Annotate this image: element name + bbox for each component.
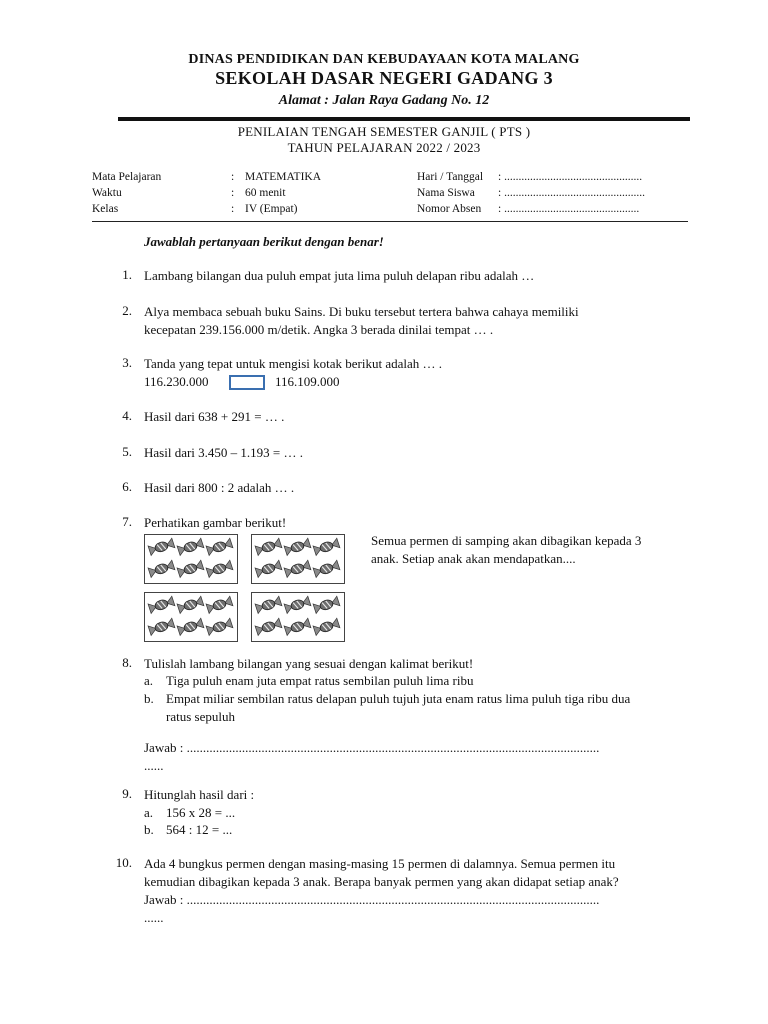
subject-colon: : [231, 171, 235, 183]
candy-pack [251, 592, 345, 642]
candy-icon [206, 618, 233, 635]
candy-illustration [145, 535, 236, 582]
question-8-text: Tulislah lambang bilangan yang sesuai dengan kalimat berikut! [144, 656, 474, 671]
question-9b-text: 564 : 12 = ... [166, 822, 233, 837]
answer-line-continued[interactable]: ...... [144, 758, 164, 773]
candy-icon [206, 560, 233, 577]
question-7-side-line-2: anak. Setiap anak akan mendapatkan.... [371, 551, 576, 566]
candy-icon [284, 596, 311, 613]
question-number: 1. [122, 267, 132, 282]
question-number: 9. [122, 786, 132, 801]
student-name-label: Nama Siswa [417, 187, 475, 199]
agency-name: DINAS PENDIDIKAN DAN KEBUDAYAAN KOTA MALANG [188, 52, 580, 67]
item-label: a. [144, 673, 154, 688]
question-2-line-1: Alya membaca sebuah buku Sains. Di buku tersebut tertera bahwa cahaya memiliki [144, 304, 579, 319]
candy-icon [313, 560, 340, 577]
item-label: b. [144, 822, 154, 837]
exam-year: TAHUN PELAJARAN 2022 / 2023 [287, 140, 481, 155]
info-divider [92, 221, 688, 222]
candy-pack [144, 534, 238, 584]
date-label: Hari / Tanggal [417, 171, 484, 183]
candy-icon [148, 538, 175, 555]
subject-label: Mata Pelajaran [92, 171, 162, 183]
question-2-line-2: kecepatan 239.156.000 m/detik. Angka 3 berada dinilai tempat … . [144, 322, 494, 337]
question-number: 3. [122, 355, 132, 370]
candy-icon [313, 618, 340, 635]
question-7-side-line-1: Semua permen di samping akan dibagikan kepada 3 [371, 533, 642, 548]
candy-icon [313, 596, 340, 613]
candy-icon [148, 596, 175, 613]
school-name: SEKOLAH DASAR NEGERI GADANG 3 [215, 68, 553, 88]
candy-icon [206, 596, 233, 613]
comparison-answer-box[interactable] [229, 375, 265, 390]
candy-icon [177, 538, 204, 555]
question-number: 2. [122, 303, 132, 318]
question-10-line-2: kemudian dibagikan kepada 3 anak. Berapa banyak permen yang akan didapat setiap anak? [144, 874, 619, 889]
question-9-text: Hitunglah hasil dari : [144, 787, 255, 802]
candy-illustration [252, 535, 343, 582]
class-value: IV (Empat) [245, 203, 298, 215]
question-number: 8. [122, 655, 132, 670]
question-6-text: Hasil dari 800 : 2 adalah … . [144, 480, 295, 495]
question-8b-line-2: ratus sepuluh [166, 709, 235, 724]
absen-field[interactable]: : ............................................... [498, 203, 640, 215]
candy-icon [177, 560, 204, 577]
candy-pack [144, 592, 238, 642]
candy-icon [177, 596, 204, 613]
candy-icon [206, 538, 233, 555]
student-name-field[interactable]: : ................................................. [498, 187, 645, 199]
question-number: 4. [122, 408, 132, 423]
compare-right-number: 116.109.000 [275, 374, 340, 389]
candy-icon [177, 618, 204, 635]
candy-illustration [252, 593, 343, 640]
candy-icon [148, 560, 175, 577]
answer-line[interactable]: Jawab : ............................................................................................................................... [144, 892, 600, 907]
question-4-text: Hasil dari 638 + 291 = … . [144, 409, 285, 424]
instruction: Jawablah pertanyaan berikut dengan benar! [144, 234, 384, 249]
question-8a-text: Tiga puluh enam juta empat ratus sembilan puluh lima ribu [166, 673, 474, 688]
exam-title: PENILAIAN TENGAH SEMESTER GANJIL ( PTS ) [237, 124, 531, 139]
subject-value: MATEMATIKA [245, 171, 322, 183]
candy-icon [284, 618, 311, 635]
candy-icon [255, 538, 282, 555]
question-number: 5. [122, 444, 132, 459]
absen-label: Nomor Absen [417, 203, 482, 215]
question-3-text: Tanda yang tepat untuk mengisi kotak berikut adalah … . [144, 356, 443, 371]
school-address: Alamat : Jalan Raya Gadang No. 12 [278, 93, 490, 108]
question-1-text: Lambang bilangan dua puluh empat juta lima puluh delapan ribu adalah … [144, 268, 535, 283]
header-divider [118, 117, 690, 121]
question-number: 10. [115, 855, 132, 870]
date-field[interactable]: : ................................................ [498, 171, 643, 183]
candy-icon [255, 560, 282, 577]
class-colon: : [231, 203, 235, 215]
time-colon: : [231, 187, 235, 199]
compare-left-number: 116.230.000 [144, 374, 209, 389]
question-5-text: Hasil dari 3.450 – 1.193 = … . [144, 445, 303, 460]
class-label: Kelas [92, 203, 119, 215]
answer-line[interactable]: Jawab : ............................................................................................................................... [144, 740, 600, 755]
time-label: Waktu [92, 187, 122, 199]
candy-icon [255, 618, 282, 635]
question-9a-text: 156 x 28 = ... [166, 805, 236, 820]
time-value: 60 menit [245, 187, 286, 199]
candy-icon [148, 618, 175, 635]
candy-pack [251, 534, 345, 584]
question-10-line-1: Ada 4 bungkus permen dengan masing-masing 15 permen di dalamnya. Semua permen itu [144, 856, 616, 871]
candy-icon [255, 596, 282, 613]
candy-icon [313, 538, 340, 555]
question-number: 6. [122, 479, 132, 494]
answer-line-continued[interactable]: ...... [144, 910, 164, 925]
question-number: 7. [122, 514, 132, 529]
candy-icon [284, 560, 311, 577]
candy-illustration [145, 593, 236, 640]
question-7-text: Perhatikan gambar berikut! [144, 515, 287, 530]
candy-icon [284, 538, 311, 555]
question-8b-line-1: Empat miliar sembilan ratus delapan puluh tujuh juta enam ratus lima puluh tiga ribu dua [166, 691, 631, 706]
item-label: b. [144, 691, 154, 706]
item-label: a. [144, 805, 154, 820]
